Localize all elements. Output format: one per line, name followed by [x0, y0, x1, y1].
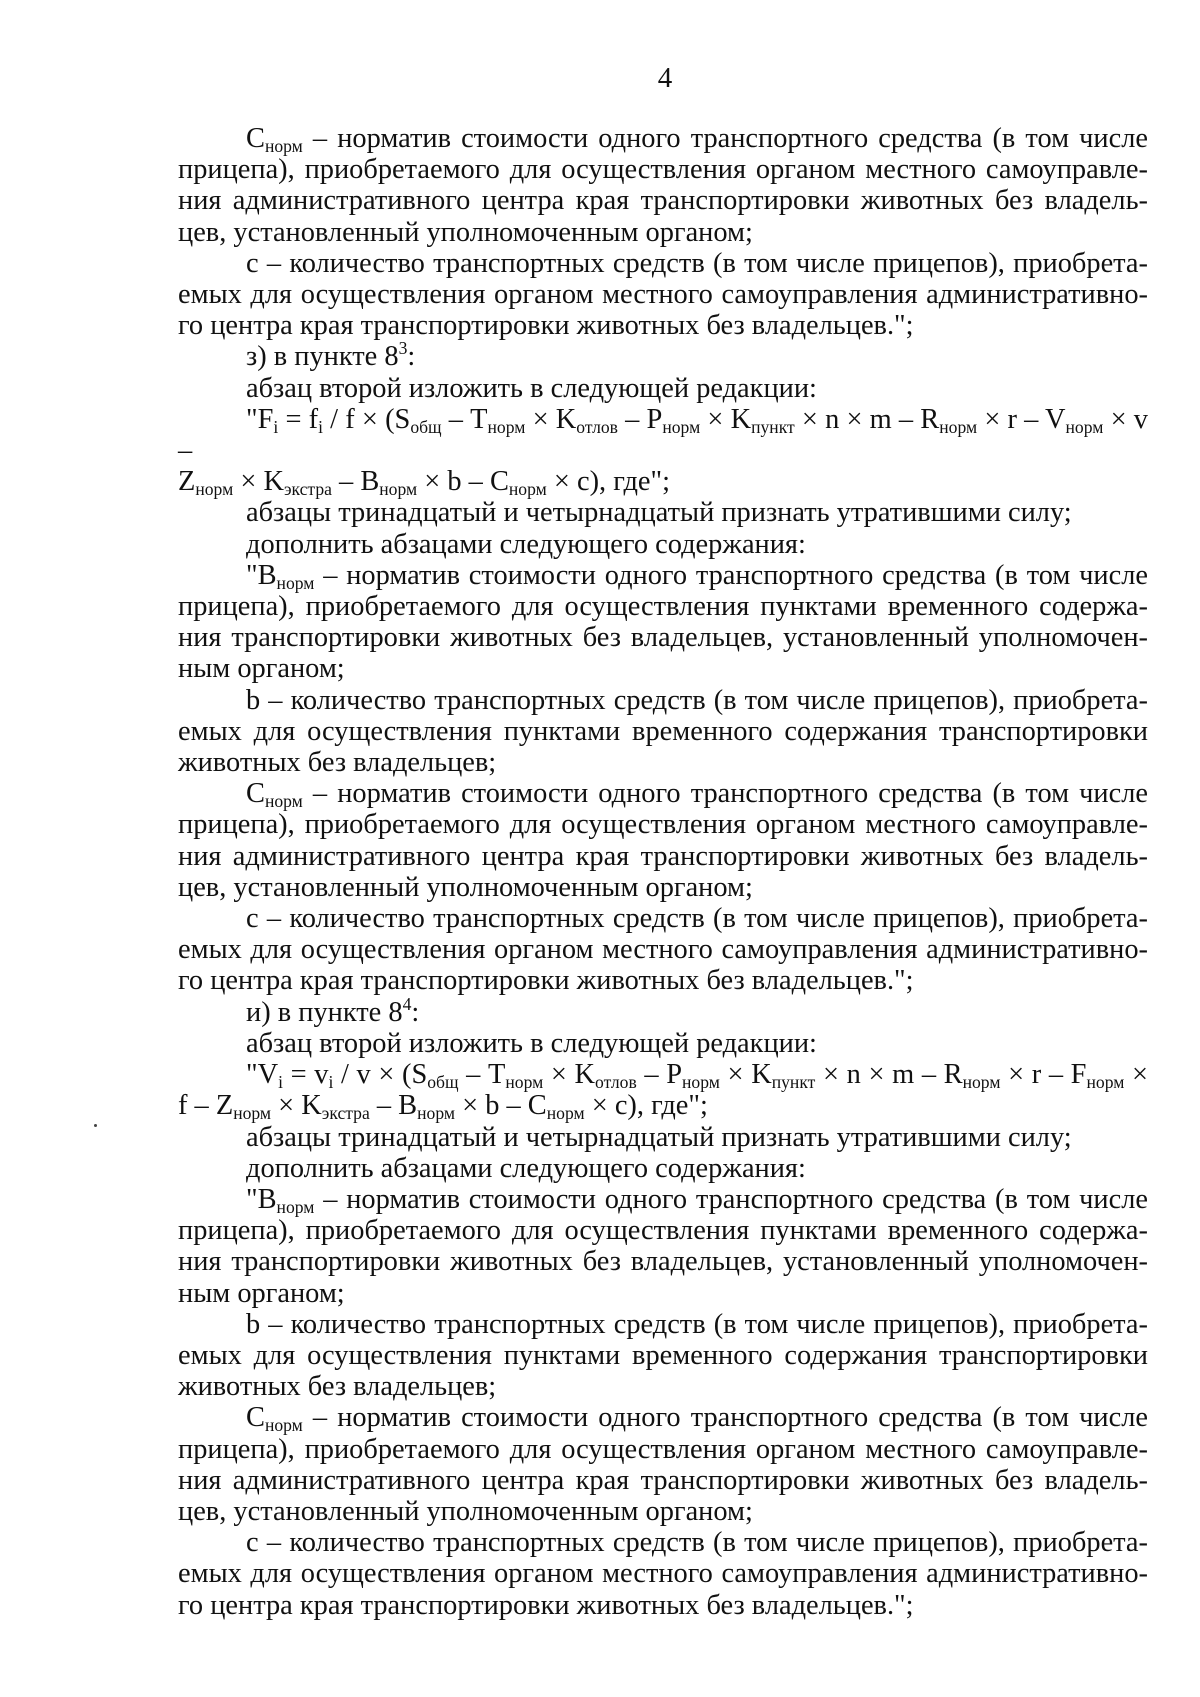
formula-subscript: норм — [487, 416, 526, 437]
formula-text: – P — [617, 403, 663, 435]
paragraph-text: абзац второй изложить в следующей редакции: — [246, 1027, 817, 1059]
paragraph-text: b – количество транспортных средств (в том числе прицепов), приобретаемых для осуществления пунктами временного содержания транспортировки животных без владельцев; — [178, 1308, 1148, 1403]
formula-subscript: норм — [233, 1103, 272, 1124]
formula-text: × n × m – R — [815, 1059, 963, 1091]
paragraph — [178, 529, 1148, 560]
paragraph — [178, 338, 1148, 373]
symbol: C — [246, 123, 265, 154]
paragraph-text: c – количество транспортных средств (в том числе прицепов), приобретаемых для осуществления органом местного самоуправления административного центра края транспортировки животных без владельцев."; — [178, 1527, 1148, 1621]
formula-text: – P — [636, 1059, 683, 1091]
paragraph-text: – норматив стоимости одного транспортного средства (в том числе прицепа), приобретаемого для осуществления органом местного самоуправления административного центра края транспортировки животных без владельцев, установленный уполномоченным органом; — [178, 123, 1148, 248]
paragraph-text: и) в пункте 8 — [246, 996, 403, 1028]
paragraph-text: з) в пункте 8 — [246, 341, 399, 373]
formula-subscript: i — [273, 416, 279, 437]
formula-subscript: норм — [546, 1103, 585, 1124]
paragraph-text: – норматив стоимости одного транспортного средства (в том числе прицепа), приобретаемого для осуществления органом местного самоуправления административного центра края транспортировки животных без владельцев, установленный уполномоченным органом; — [178, 778, 1148, 903]
formula — [178, 404, 1148, 498]
formula-line2 — [110, 1090, 1148, 1124]
formula-subscript: пункт — [751, 416, 795, 437]
document-body — [178, 123, 1148, 1621]
paragraph — [178, 248, 1148, 342]
paragraph — [178, 993, 1148, 1028]
formula-subscript: норм — [1086, 1072, 1125, 1093]
formula-text: Z — [178, 466, 196, 498]
formula-subscript: отлов — [576, 416, 618, 437]
formula-subscript: норм — [195, 479, 234, 500]
formula-text: × K — [719, 1059, 772, 1091]
superscript: 4 — [402, 993, 412, 1014]
paragraph — [178, 1527, 1148, 1621]
subscript: норм — [276, 572, 315, 593]
formula-text: = f — [278, 403, 319, 435]
formula-text: × — [1124, 1059, 1149, 1091]
subscript: норм — [264, 135, 303, 156]
formula-text: × K — [543, 1059, 596, 1091]
formula-text: × K — [271, 1090, 322, 1122]
scan-speck — [94, 1124, 97, 1127]
formula-text: × r – F — [1000, 1059, 1087, 1091]
formula-text: / v × (S — [333, 1059, 428, 1091]
formula-subscript: пункт — [771, 1072, 816, 1093]
formula-text: × n × m – R — [794, 403, 940, 435]
formula-line1 — [178, 404, 1148, 466]
paragraph — [178, 1184, 1148, 1309]
paragraph-text: : — [411, 996, 420, 1028]
paragraph-text: b – количество транспортных средств (в том числе прицепов), приобретаемых для осуществления пунктами временного содержания транспортировки животных без владельцев; — [178, 684, 1148, 779]
paragraph — [178, 778, 1148, 903]
symbol: C — [246, 1402, 265, 1434]
paragraph — [178, 1402, 1148, 1527]
formula-text: – B — [331, 466, 380, 498]
paragraph — [178, 497, 1148, 528]
paragraph — [178, 1122, 1148, 1153]
formula — [178, 1059, 1149, 1124]
formula-text: "F — [246, 403, 274, 435]
paragraph-text: дополнить абзацами следующего содержания: — [246, 528, 806, 560]
paragraph-text: абзацы тринадцатый и четырнадцатый признать утратившими силу; — [246, 497, 1072, 529]
formula-subscript: норм — [417, 1103, 455, 1124]
formula-subscript: i — [278, 1072, 283, 1093]
paragraph — [178, 1153, 1148, 1184]
formula-text: × r – V — [977, 403, 1066, 435]
formula-text: – T — [458, 1059, 506, 1091]
formula-subscript: экстра — [321, 1103, 370, 1124]
formula-subscript: норм — [682, 1072, 720, 1093]
formula-text: = v — [282, 1059, 329, 1091]
formula-subscript: норм — [505, 1072, 544, 1093]
paragraph-text: – норматив стоимости одного транспортного средства (в том числе прицепа), приобретаемого для осуществления пунктами временного содержания транспортировки животных без владельцев, установленный уполномоченным органом; — [178, 559, 1148, 685]
superscript: 3 — [398, 338, 408, 359]
formula-line2 — [110, 466, 1148, 500]
formula-subscript: общ — [410, 416, 442, 437]
subscript: норм — [264, 1415, 303, 1436]
formula-subscript: норм — [662, 416, 701, 437]
formula-subscript: i — [318, 416, 323, 437]
formula-text: × v – — [178, 403, 1148, 467]
formula-text: – B — [369, 1090, 418, 1122]
paragraph-text: абзац второй изложить в следующей редакции: — [246, 372, 817, 404]
paragraph — [178, 1028, 1148, 1059]
subscript: норм — [264, 791, 303, 812]
formula-line1 — [178, 1059, 1149, 1093]
formula-subscript: норм — [962, 1072, 1001, 1093]
formula-text: × K — [700, 403, 752, 435]
page-number: 4 — [657, 62, 673, 94]
formula-subscript: общ — [427, 1072, 459, 1093]
paragraph — [178, 903, 1148, 997]
formula-subscript: норм — [939, 416, 978, 437]
paragraph — [178, 373, 1148, 404]
formula-text: × b – C — [455, 1090, 547, 1122]
paragraph-text: : — [407, 341, 416, 373]
symbol: "B — [246, 559, 277, 591]
formula-subscript: экстра — [283, 479, 332, 500]
paragraph — [178, 560, 1148, 685]
formula-text: / f × (S — [323, 403, 411, 435]
formula-text: f – Z — [178, 1090, 234, 1122]
paragraph — [178, 685, 1148, 779]
paragraph-text: дополнить абзацами следующего содержания: — [246, 1152, 806, 1184]
formula-subscript: норм — [1065, 416, 1104, 437]
formula-subscript: отлов — [595, 1072, 637, 1093]
symbol: "B — [246, 1183, 277, 1215]
paragraph-text: абзацы тринадцатый и четырнадцатый признать утратившими силу; — [246, 1121, 1072, 1153]
paragraph-text: c – количество транспортных средств (в том числе прицепов), приобретаемых для осуществления органом местного самоуправления административного центра края транспортировки животных без владельцев."; — [178, 903, 1148, 997]
subscript: норм — [276, 1196, 315, 1217]
formula-subscript: i — [328, 1072, 334, 1093]
formula-subscript: норм — [508, 479, 547, 500]
formula-text: × c), где"; — [584, 1090, 708, 1122]
symbol: C — [246, 778, 265, 810]
paragraph — [178, 123, 1148, 248]
paragraph-text: – норматив стоимости одного транспортного средства (в том числе прицепа), приобретаемого для осуществления пунктами временного содержания транспортировки животных без владельцев, установленный уполномоченным органом; — [178, 1183, 1148, 1309]
formula-text: × c), где"; — [546, 466, 670, 498]
formula-text: "V — [246, 1059, 279, 1091]
formula-text: × b – C — [417, 466, 509, 498]
formula-text: × K — [233, 466, 284, 498]
formula-text: × K — [525, 403, 577, 435]
paragraph-text: c – количество транспортных средств (в том числе прицепов), приобретаемых для осуществления органом местного самоуправления административного центра края транспортировки животных без владельцев."; — [178, 247, 1148, 342]
paragraph-text: – норматив стоимости одного транспортного средства (в том числе прицепа), приобретаемого для осуществления органом местного самоуправления административного центра края транспортировки животных без владельцев, установленный уполномоченным органом; — [178, 1402, 1148, 1527]
paragraph — [178, 1309, 1148, 1403]
formula-text: – T — [441, 403, 488, 435]
formula-subscript: норм — [379, 479, 418, 500]
